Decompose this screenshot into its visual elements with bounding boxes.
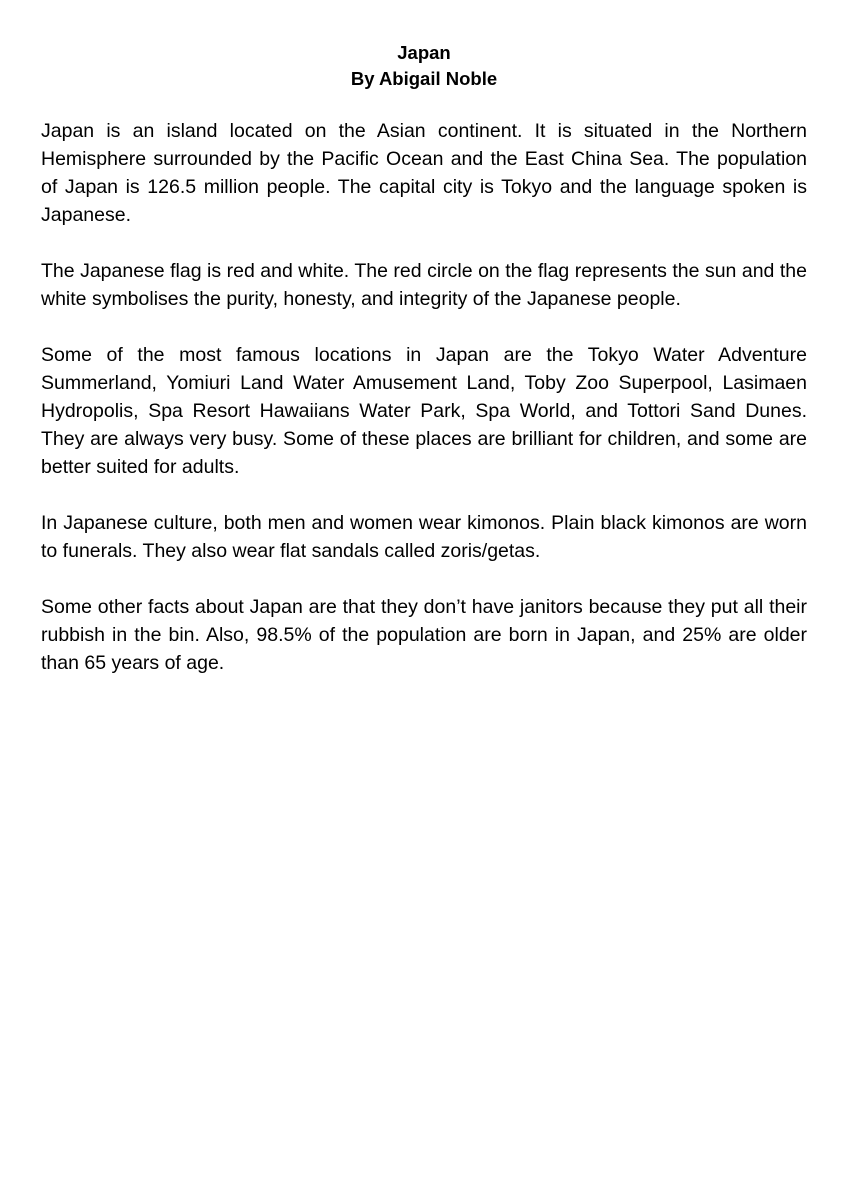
paragraph-famous-locations: Some of the most famous locations in Japan are the Tokyo Water Adventure Summerland, Yomiuri Land Water Amusement Land, Toby Zoo Superpool, Lasimaen Hydropolis, Spa Resort Hawaiians Water Park, Spa World, and Tottori Sand Dunes. They are always very busy. Some of these places are brilliant for children, and some are better suited for adults. xyxy=(41,344,807,478)
document-header xyxy=(0,40,848,92)
paragraph-culture: In Japanese culture, both men and women wear kimonos. Plain black kimonos are worn to funerals. They also wear flat sandals called zoris/getas. xyxy=(41,512,807,562)
document-title: Japan xyxy=(397,42,451,63)
document-body xyxy=(41,117,807,705)
paragraph-flag: The Japanese flag is red and white. The red circle on the flag represents the sun and the white symbolises the purity, honesty, and integrity of the Japanese people. xyxy=(41,260,807,310)
document-author: By Abigail Noble xyxy=(350,68,498,89)
paragraph-location: Japan is an island located on the Asian continent. It is situated in the Northern Hemisphere surrounded by the Pacific Ocean and the East China Sea. The population of Japan is 126.5 million people. The capital city is Tokyo and the language spoken is Japanese. xyxy=(41,120,807,226)
paragraph-other-facts: Some other facts about Japan are that they don’t have janitors because they put all their rubbish in the bin. Also, 98.5% of the population are born in Japan, and 25% are older than 65 years of age. xyxy=(41,596,807,674)
